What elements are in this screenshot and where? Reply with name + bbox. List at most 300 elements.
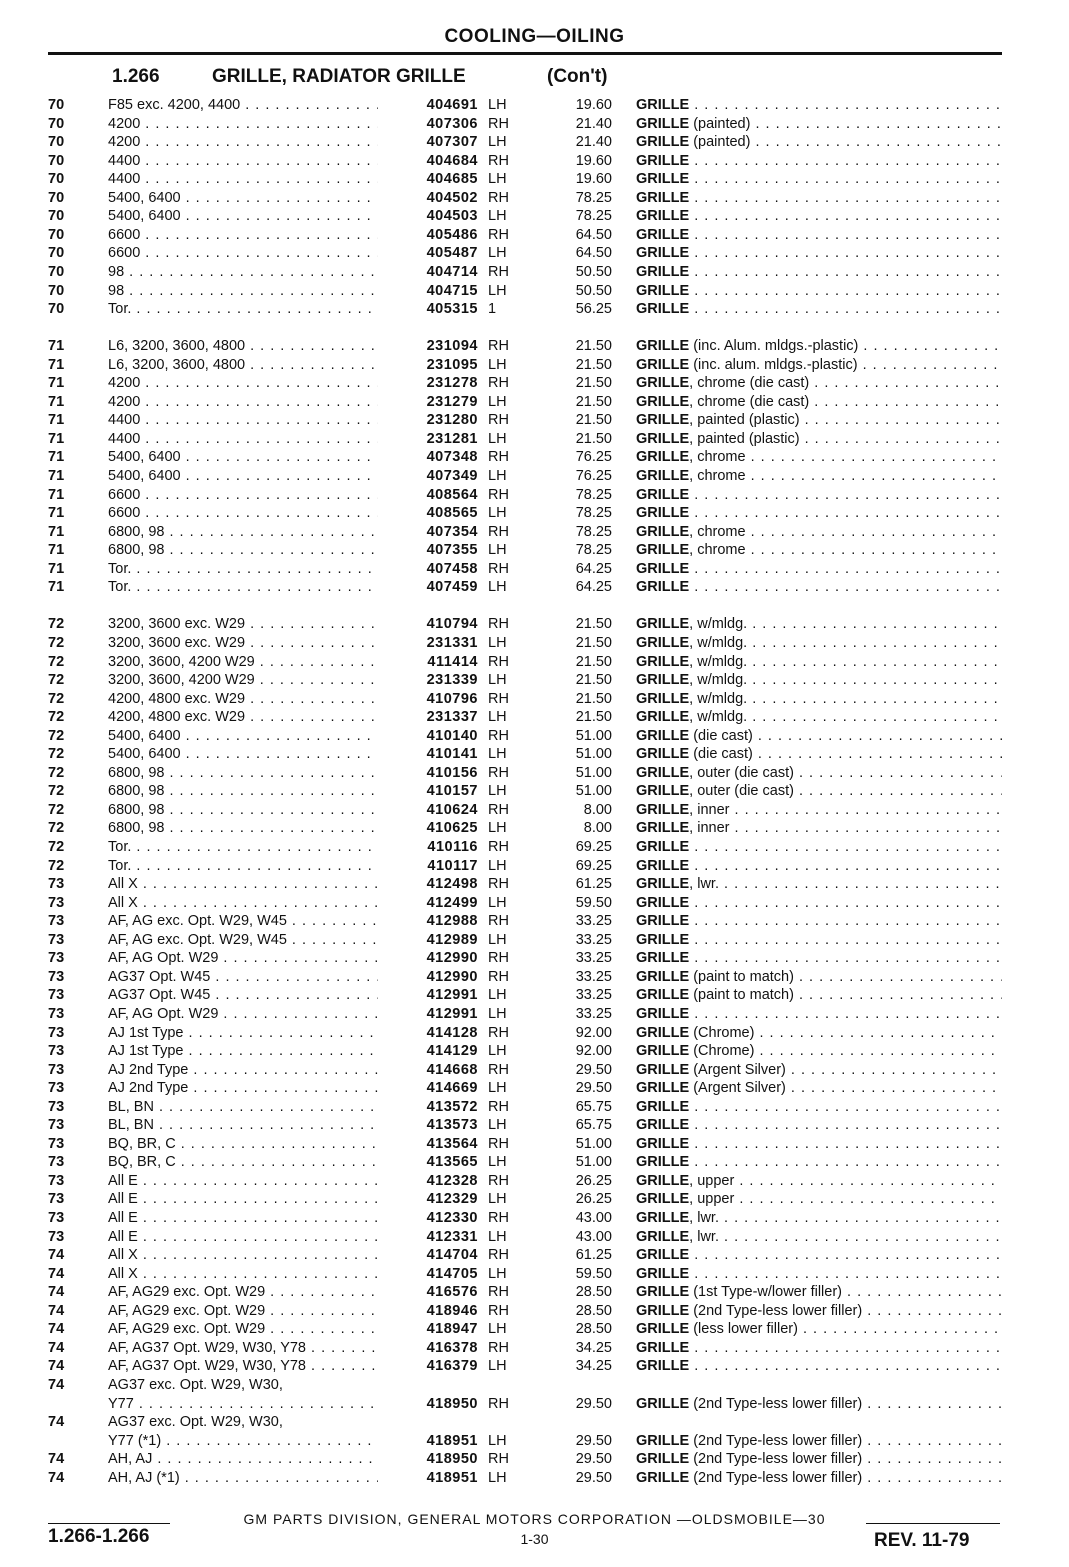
- row-part-number: 412331: [426, 1228, 478, 1245]
- row-part-number: 418950: [426, 1395, 478, 1412]
- row-description-name: GRILLE: [636, 152, 690, 169]
- row-side: LH: [488, 894, 507, 911]
- row-model: AG37 exc. Opt. W29, W30,: [108, 1414, 283, 1431]
- row-description-note: , outer (die cast): [689, 783, 794, 800]
- row-price: 65.75: [575, 1117, 612, 1134]
- row-model: Tor. . . .: [108, 578, 378, 596]
- row-side: RH: [488, 1210, 509, 1226]
- row-part-number: 413565: [426, 1154, 478, 1171]
- table-row: [0, 1135, 1069, 1153]
- row-side: RH: [488, 523, 509, 540]
- row-price: 21.40: [575, 134, 612, 151]
- table-row: [0, 152, 1069, 170]
- row-side: LH: [488, 1358, 507, 1375]
- row-part-number: 412329: [426, 1191, 478, 1208]
- row-description-name: GRILLE: [636, 653, 690, 670]
- row-year: 74: [48, 1302, 65, 1319]
- row-side: RH: [488, 560, 509, 577]
- row-description-name: GRILLE: [636, 894, 690, 911]
- row-description-name: GRILLE: [636, 1432, 690, 1449]
- row-part-number: 404691: [426, 97, 478, 113]
- row-description-name: GRILLE: [636, 523, 690, 540]
- table-row: [0, 857, 1069, 875]
- row-description-name: GRILLE: [636, 375, 690, 392]
- row-model: All E . . .: [108, 1228, 378, 1246]
- row-part-number: 231094: [426, 338, 478, 355]
- row-description-name: GRILLE: [636, 672, 690, 689]
- row-description: [636, 1079, 1002, 1097]
- row-part-number: 412991: [426, 987, 478, 1004]
- row-side: LH: [488, 245, 507, 262]
- row-description: [636, 1005, 1002, 1023]
- row-description-note: , chrome (die cast): [689, 375, 810, 392]
- table-row: [0, 1098, 1069, 1116]
- row-description-name: GRILLE: [636, 97, 690, 113]
- row-description: [636, 1246, 1002, 1264]
- row-price: 34.25: [575, 1358, 612, 1375]
- footer-section-range: 1.266-1.266: [48, 1526, 150, 1547]
- row-year: 73: [48, 1024, 65, 1041]
- row-description-name: GRILLE: [636, 263, 690, 280]
- row-year: 74: [48, 1339, 65, 1356]
- row-side: LH: [488, 1321, 507, 1338]
- row-year: 73: [48, 913, 65, 930]
- table-row: [0, 282, 1069, 300]
- row-side: 1: [488, 301, 497, 318]
- row-model: 3200, 3600 exc. W29 . . .: [108, 615, 378, 633]
- table-row: [0, 300, 1069, 318]
- table-row: [0, 1450, 1069, 1468]
- row-price: 28.50: [575, 1321, 612, 1338]
- table-row: [0, 393, 1069, 411]
- row-description: [636, 1265, 1002, 1283]
- row-description: [636, 356, 1002, 374]
- row-year: 70: [48, 115, 65, 132]
- row-side: RH: [488, 950, 509, 967]
- row-side: RH: [488, 1247, 509, 1264]
- row-price: 59.50: [575, 894, 612, 911]
- row-description-note: (1st Type-w/lower filler): [689, 1284, 842, 1301]
- table-row: [0, 1339, 1069, 1357]
- row-description: [636, 1320, 1002, 1338]
- table-row: [0, 875, 1069, 893]
- row-part-number: 413572: [426, 1098, 478, 1115]
- row-model: AH, AJ . . .: [108, 1450, 378, 1468]
- row-price: 33.25: [575, 968, 612, 985]
- table-row: [0, 133, 1069, 151]
- row-model: AG37 Opt. W45 . . .: [108, 986, 378, 1004]
- row-description: [636, 708, 1002, 726]
- row-description: [636, 1209, 1002, 1227]
- row-year: 71: [48, 542, 65, 559]
- row-price: 51.00: [575, 1135, 612, 1152]
- table-row: [0, 1153, 1069, 1171]
- table-row: [0, 1357, 1069, 1375]
- row-description-note: (2nd Type-less lower filler): [689, 1395, 863, 1412]
- row-price: 69.25: [575, 839, 612, 855]
- row-model: 6800, 98 . . .: [108, 541, 378, 559]
- row-price: 21.50: [575, 430, 612, 447]
- row-model: AG37 exc. Opt. W29, W30,: [108, 1376, 283, 1393]
- footer-corporation: GM PARTS DIVISION, GENERAL MOTORS CORPORATION —OLDSMOBILE—30: [243, 1511, 826, 1527]
- footer-revision: REV. 11-79: [874, 1530, 970, 1551]
- table-row: [0, 764, 1069, 782]
- row-part-number: 407354: [426, 523, 478, 540]
- row-model: 6600 . . .: [108, 486, 378, 504]
- row-description: [636, 1469, 1002, 1487]
- section-continued: (Con't): [547, 66, 608, 87]
- table-row: [0, 1320, 1069, 1338]
- row-part-number: 416379: [426, 1358, 478, 1375]
- row-part-number: 410794: [426, 616, 478, 633]
- row-price: 33.25: [575, 931, 612, 948]
- row-price: 29.50: [575, 1061, 612, 1078]
- row-description-name: GRILLE: [636, 1191, 690, 1208]
- row-description-note: (2nd Type-less lower filler): [689, 1469, 863, 1486]
- table-row: [0, 1413, 1069, 1431]
- row-description-name: GRILLE: [636, 226, 690, 243]
- row-side: RH: [488, 338, 509, 355]
- row-description-note: (Argent Silver): [689, 1080, 786, 1097]
- row-part-number: 404684: [426, 152, 478, 169]
- row-description-name: GRILLE: [636, 1061, 690, 1078]
- row-side: LH: [488, 505, 507, 522]
- row-price: 33.25: [575, 950, 612, 967]
- row-description-name: GRILLE: [636, 171, 690, 188]
- row-year: 72: [48, 709, 65, 726]
- row-description-name: GRILLE: [636, 968, 690, 985]
- row-description: [636, 727, 1002, 745]
- row-price: 21.50: [575, 338, 612, 355]
- row-description-name: GRILLE: [636, 245, 690, 262]
- row-price: 78.25: [575, 486, 612, 503]
- row-year: 74: [48, 1376, 65, 1393]
- row-model: AJ 2nd Type . . .: [108, 1061, 378, 1079]
- row-side: RH: [488, 690, 509, 707]
- row-description-note: (paint to match): [689, 968, 794, 985]
- row-model: 3200, 3600, 4200 W29 . . .: [108, 671, 378, 689]
- row-year: 71: [48, 430, 65, 447]
- row-model: AJ 1st Type . . .: [108, 1024, 378, 1042]
- row-description: [636, 430, 1002, 448]
- row-description-name: GRILLE: [636, 746, 690, 763]
- row-year: 73: [48, 1005, 65, 1022]
- row-description-name: GRILLE: [636, 412, 690, 429]
- row-description: [636, 1432, 1002, 1450]
- row-description: [636, 411, 1002, 429]
- row-description: [636, 1450, 1002, 1468]
- row-description-name: GRILLE: [636, 1339, 690, 1356]
- row-description-note: , chrome: [689, 468, 746, 484]
- row-description: [636, 263, 1002, 281]
- table-row: [0, 1228, 1069, 1246]
- row-price: 21.50: [575, 412, 612, 429]
- row-price: 29.50: [575, 1080, 612, 1097]
- row-side: LH: [488, 1043, 507, 1060]
- row-part-number: 410117: [427, 857, 478, 874]
- row-year: 70: [48, 208, 65, 225]
- table-row: [0, 1265, 1069, 1283]
- row-description: [636, 1116, 1002, 1134]
- row-year: 72: [48, 672, 65, 689]
- row-description-name: GRILLE: [636, 468, 690, 484]
- row-model: 3200, 3600 exc. W29 . . .: [108, 634, 378, 652]
- row-description: [636, 523, 1002, 541]
- row-description-note: , lwr.: [689, 876, 719, 893]
- row-description-note: , painted (plastic): [689, 412, 800, 429]
- row-description-note: (2nd Type-less lower filler): [689, 1432, 863, 1449]
- row-model: AH, AJ (*1) . . .: [108, 1469, 378, 1487]
- row-side: LH: [488, 1228, 507, 1245]
- row-year: 74: [48, 1265, 65, 1282]
- table-row: [0, 356, 1069, 374]
- row-year: 74: [48, 1451, 65, 1468]
- row-year: 72: [48, 690, 65, 707]
- row-description: [636, 1283, 1002, 1301]
- row-side: RH: [488, 801, 509, 818]
- row-part-number: 404502: [426, 189, 478, 206]
- row-description-note: , upper: [689, 1191, 735, 1208]
- row-price: 78.25: [575, 542, 612, 559]
- row-year: 70: [48, 152, 65, 169]
- row-price: 51.00: [575, 764, 612, 781]
- table-row: [0, 467, 1069, 485]
- row-part-number: 412988: [426, 913, 478, 930]
- row-part-number: 231280: [426, 412, 478, 429]
- row-description-name: GRILLE: [636, 189, 690, 206]
- table-row: [0, 189, 1069, 207]
- table-row: [0, 1246, 1069, 1264]
- row-model: 4200 . . .: [108, 133, 378, 151]
- row-price: 29.50: [575, 1432, 612, 1449]
- row-description: [636, 578, 1002, 596]
- footer-page-number: 1-30: [520, 1531, 549, 1547]
- row-side: RH: [488, 1339, 509, 1356]
- row-year: 70: [48, 134, 65, 151]
- row-description: [636, 653, 1002, 671]
- table-row: [0, 1024, 1069, 1042]
- row-price: 21.50: [575, 634, 612, 651]
- row-year: 73: [48, 1061, 65, 1078]
- row-description: [636, 337, 1002, 355]
- row-description-name: GRILLE: [636, 913, 690, 930]
- row-model: 6600 . . .: [108, 504, 378, 522]
- row-price: 64.50: [575, 245, 612, 262]
- table-row: [0, 838, 1069, 856]
- row-part-number: 405487: [426, 245, 478, 262]
- row-description-name: GRILLE: [636, 857, 690, 874]
- row-description-name: GRILLE: [636, 134, 690, 151]
- row-side: LH: [488, 1191, 507, 1208]
- row-year: 70: [48, 226, 65, 243]
- row-model: 6800, 98 . . .: [108, 801, 378, 819]
- table-row: [0, 578, 1069, 596]
- table-row: [0, 541, 1069, 559]
- row-price: 28.50: [575, 1284, 612, 1301]
- row-description: [636, 560, 1002, 578]
- row-side: LH: [488, 1469, 507, 1486]
- row-description: [636, 282, 1002, 300]
- row-part-number: 407348: [426, 449, 478, 466]
- row-description-note: (less lower filler): [689, 1321, 798, 1338]
- row-price: 78.25: [575, 523, 612, 540]
- row-description-note: , upper: [689, 1172, 735, 1189]
- row-year: 73: [48, 1210, 65, 1226]
- row-year: 71: [48, 560, 65, 577]
- row-description: [636, 170, 1002, 188]
- row-description-note: (inc. alum. mldgs.-plastic): [689, 356, 858, 373]
- row-description: [636, 968, 1002, 986]
- row-price: 33.25: [575, 913, 612, 930]
- row-part-number: 231337: [426, 709, 478, 726]
- row-price: 61.25: [575, 1247, 612, 1264]
- row-year: 73: [48, 1191, 65, 1208]
- row-price: 65.75: [575, 1098, 612, 1115]
- row-description-note: (Chrome): [689, 1043, 755, 1060]
- row-side: RH: [488, 412, 509, 429]
- row-year: 73: [48, 876, 65, 893]
- row-side: LH: [488, 672, 507, 689]
- row-part-number: 413564: [426, 1135, 478, 1152]
- row-description: [636, 912, 1002, 930]
- row-price: 29.50: [575, 1395, 612, 1412]
- row-description-note: , lwr.: [689, 1228, 719, 1245]
- row-description: [636, 838, 1002, 856]
- row-model: AF, AG37 Opt. W29, W30, Y78 . . .: [108, 1357, 378, 1375]
- row-model: Tor. . . .: [108, 560, 378, 578]
- row-description: [636, 875, 1002, 893]
- row-side: LH: [488, 857, 507, 874]
- row-description: [636, 801, 1002, 819]
- table-row: [0, 448, 1069, 466]
- row-year: 71: [48, 375, 65, 392]
- row-side: RH: [488, 226, 509, 243]
- row-part-number: 407459: [426, 579, 478, 596]
- table-row: [0, 1116, 1069, 1134]
- row-description-note: , chrome: [689, 542, 746, 559]
- table-row: [0, 671, 1069, 689]
- row-price: 33.25: [575, 1005, 612, 1022]
- row-price: 19.60: [575, 171, 612, 188]
- row-description-name: GRILLE: [636, 987, 690, 1004]
- row-description: [636, 986, 1002, 1004]
- row-model: 4200 . . .: [108, 393, 378, 411]
- table-row: [0, 1302, 1069, 1320]
- table-row: [0, 1172, 1069, 1190]
- row-side: LH: [488, 987, 507, 1004]
- row-description: [636, 1339, 1002, 1357]
- row-description: [636, 467, 1002, 485]
- row-side: RH: [488, 263, 509, 280]
- table-row: [0, 115, 1069, 133]
- row-side: RH: [488, 913, 509, 930]
- row-part-number: 414668: [426, 1061, 478, 1078]
- row-model: L6, 3200, 3600, 4800 . . .: [108, 337, 378, 355]
- row-model: AF, AG Opt. W29 . . .: [108, 949, 378, 967]
- row-part-number: 414704: [426, 1247, 478, 1264]
- row-price: 43.00: [575, 1228, 612, 1245]
- row-part-number: 407355: [426, 542, 478, 559]
- row-year: 72: [48, 727, 65, 744]
- row-price: 76.25: [575, 468, 612, 484]
- row-year: 73: [48, 950, 65, 967]
- row-description: [636, 949, 1002, 967]
- row-model: Y77 (*1) . . .: [108, 1432, 378, 1450]
- row-description-name: GRILLE: [636, 208, 690, 225]
- row-description: [636, 504, 1002, 522]
- row-description-name: GRILLE: [636, 579, 690, 596]
- row-model: All E . . .: [108, 1172, 378, 1190]
- row-description: [636, 1172, 1002, 1190]
- row-description-name: GRILLE: [636, 1154, 690, 1171]
- row-description-name: GRILLE: [636, 616, 690, 633]
- row-year: 71: [48, 338, 65, 355]
- row-description-name: GRILLE: [636, 449, 690, 466]
- row-price: 50.50: [575, 263, 612, 280]
- table-row: [0, 745, 1069, 763]
- table-row: [0, 634, 1069, 652]
- row-side: LH: [488, 393, 507, 410]
- row-description: [636, 115, 1002, 133]
- row-side: LH: [488, 430, 507, 447]
- row-side: RH: [488, 616, 509, 633]
- row-description-note: (2nd Type-less lower filler): [689, 1302, 863, 1319]
- row-model: 4400 . . .: [108, 152, 378, 170]
- row-part-number: 404714: [426, 263, 478, 280]
- row-description: [636, 615, 1002, 633]
- row-model: 6800, 98 . . .: [108, 782, 378, 800]
- section-number: 1.266: [112, 66, 160, 87]
- row-model: L6, 3200, 3600, 4800 . . .: [108, 356, 378, 374]
- row-part-number: 231281: [426, 430, 478, 447]
- row-description-name: GRILLE: [636, 1005, 690, 1022]
- row-description: [636, 1228, 1002, 1246]
- row-year: 72: [48, 839, 65, 855]
- section-title: GRILLE, RADIATOR GRILLE: [212, 66, 466, 87]
- table-row: [0, 226, 1069, 244]
- row-model: AF, AG exc. Opt. W29, W45 . . .: [108, 931, 378, 949]
- row-description: [636, 486, 1002, 504]
- row-model: All E . . .: [108, 1209, 378, 1227]
- row-side: RH: [488, 653, 509, 670]
- row-model: AF, AG29 exc. Opt. W29 . . .: [108, 1320, 378, 1338]
- row-model: 4200 . . .: [108, 115, 378, 133]
- row-year: 71: [48, 523, 65, 540]
- row-price: 8.00: [583, 801, 612, 818]
- table-row: [0, 1061, 1069, 1079]
- row-description-name: GRILLE: [636, 690, 690, 707]
- table-row: [0, 819, 1069, 837]
- row-part-number: 410140: [426, 727, 478, 744]
- table-row: [0, 1079, 1069, 1097]
- row-year: 73: [48, 1135, 65, 1152]
- row-description-note: (paint to match): [689, 987, 794, 1004]
- row-part-number: 404685: [426, 171, 478, 188]
- row-price: 51.00: [575, 746, 612, 763]
- row-side: LH: [488, 356, 507, 373]
- table-row: [0, 801, 1069, 819]
- row-description-note: , chrome: [689, 449, 746, 466]
- row-part-number: 410116: [427, 839, 478, 855]
- row-year: 73: [48, 1228, 65, 1245]
- row-description-name: GRILLE: [636, 282, 690, 299]
- row-description: [636, 189, 1002, 207]
- row-model: 98 . . .: [108, 282, 378, 300]
- row-side: LH: [488, 1080, 507, 1097]
- table-row: [0, 968, 1069, 986]
- row-year: 73: [48, 968, 65, 985]
- row-price: 51.00: [575, 727, 612, 744]
